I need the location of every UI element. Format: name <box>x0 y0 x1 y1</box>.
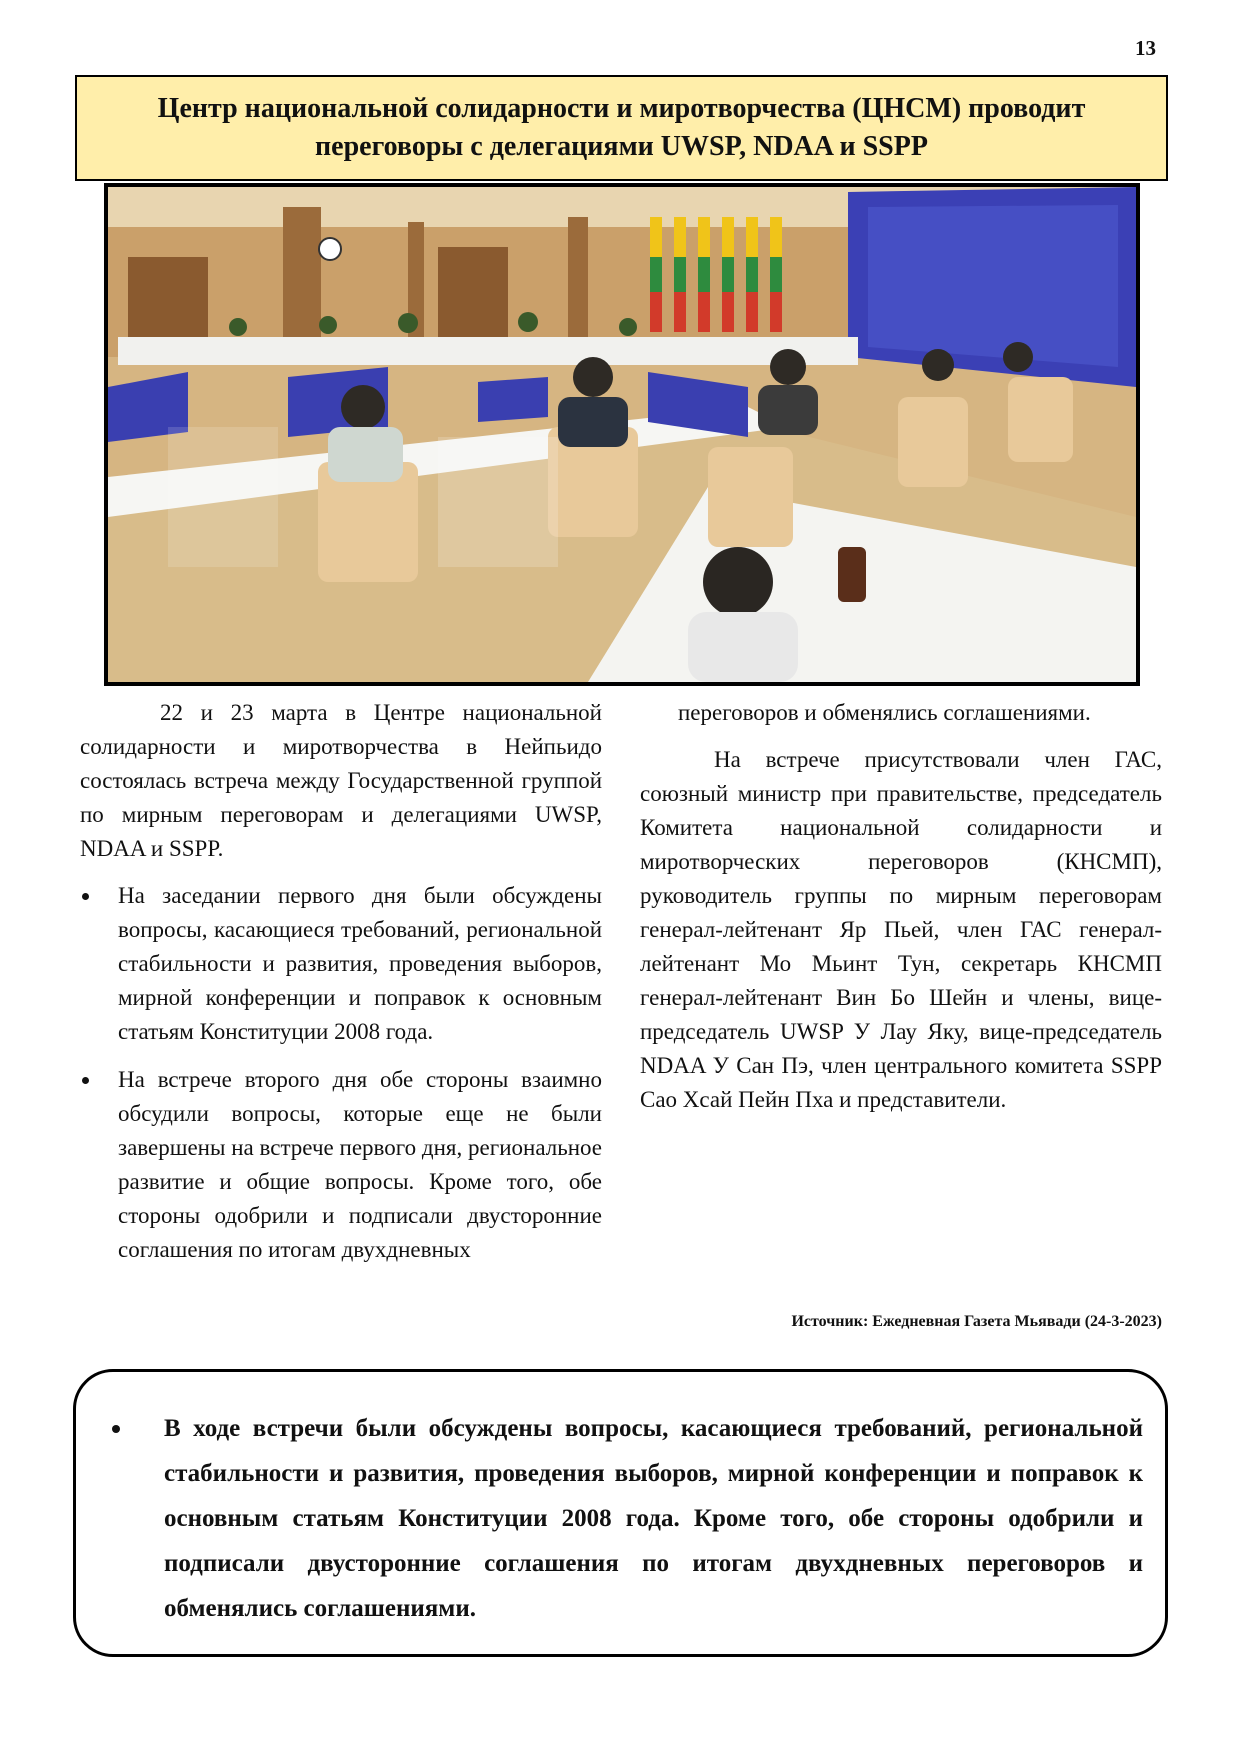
list-item: На заседании первого дня были обсуждены вопросы, касающиеся требований, региональной стабильности и развития, проведения выборов, мирной конференции и поправок к основным статьям Конституции 2008 года. <box>80 879 602 1049</box>
article-left-column <box>80 696 602 1281</box>
article-source: Источник: Ежедневная Газета Мьявади (24-3-2023) <box>791 1313 1162 1330</box>
summary-text: В ходе встречи были обсуждены вопросы, касающиеся требований, региональной стабильности и развития, проведения выборов, мирной конференции и поправок к основным статьям Конституции 2008 года. Кроме того, обе стороны одобрили и подписали двусторонние соглашения по итогам двухдневных переговоров и обменялись соглашениями. <box>134 1406 1143 1631</box>
bullet-continuation: переговоров и обменялись соглашениями. <box>678 700 1091 725</box>
article-right-column <box>640 696 1162 1117</box>
article-bullet-list <box>80 879 602 1267</box>
article-title: Центр национальной солидарности и миротворчества (ЦНСМ) проводит переговоры с делегациями UWSP, NDAA и SSPP <box>75 75 1168 181</box>
meeting-room-photo <box>104 183 1140 686</box>
article-attendees: На встрече присутствовали член ГАС, союзный министр при правительстве, председатель Комитета национальной солидарности и миротворческих переговоров (КНСМП), руководитель группы по мирным переговорам генерал-лейтенант Яр Пьей, член ГАС генерал-лейтенант Мо Мьинт Тун, секретарь КНСМП генерал-лейтенант Вин Бо Шейн и члены, вице-председатель UWSP У Лау Яку, вице-председатель NDAA У Сан Пэ, член центрального комитета SSPP Сао Хсай Пейн Пха и представители. <box>640 747 1162 1112</box>
list-item: На встрече второго дня обе стороны взаимно обсудили вопросы, которые еще не были завершены на встрече первого дня, региональное развитие и общие вопросы. Кроме того, обе стороны одобрили и подписали двусторонние соглашения по итогам двухдневных <box>80 1063 602 1267</box>
summary-box <box>73 1369 1168 1657</box>
meeting-room-illustration <box>108 187 1136 682</box>
article-intro: 22 и 23 марта в Центре национальной солидарности и миротворчества в Нейпьидо состоялась встреча между Государственной группой по мирным переговорам и делегациями UWSP, NDAA и SSPP. <box>80 700 602 861</box>
page-number: 13 <box>1135 36 1156 60</box>
